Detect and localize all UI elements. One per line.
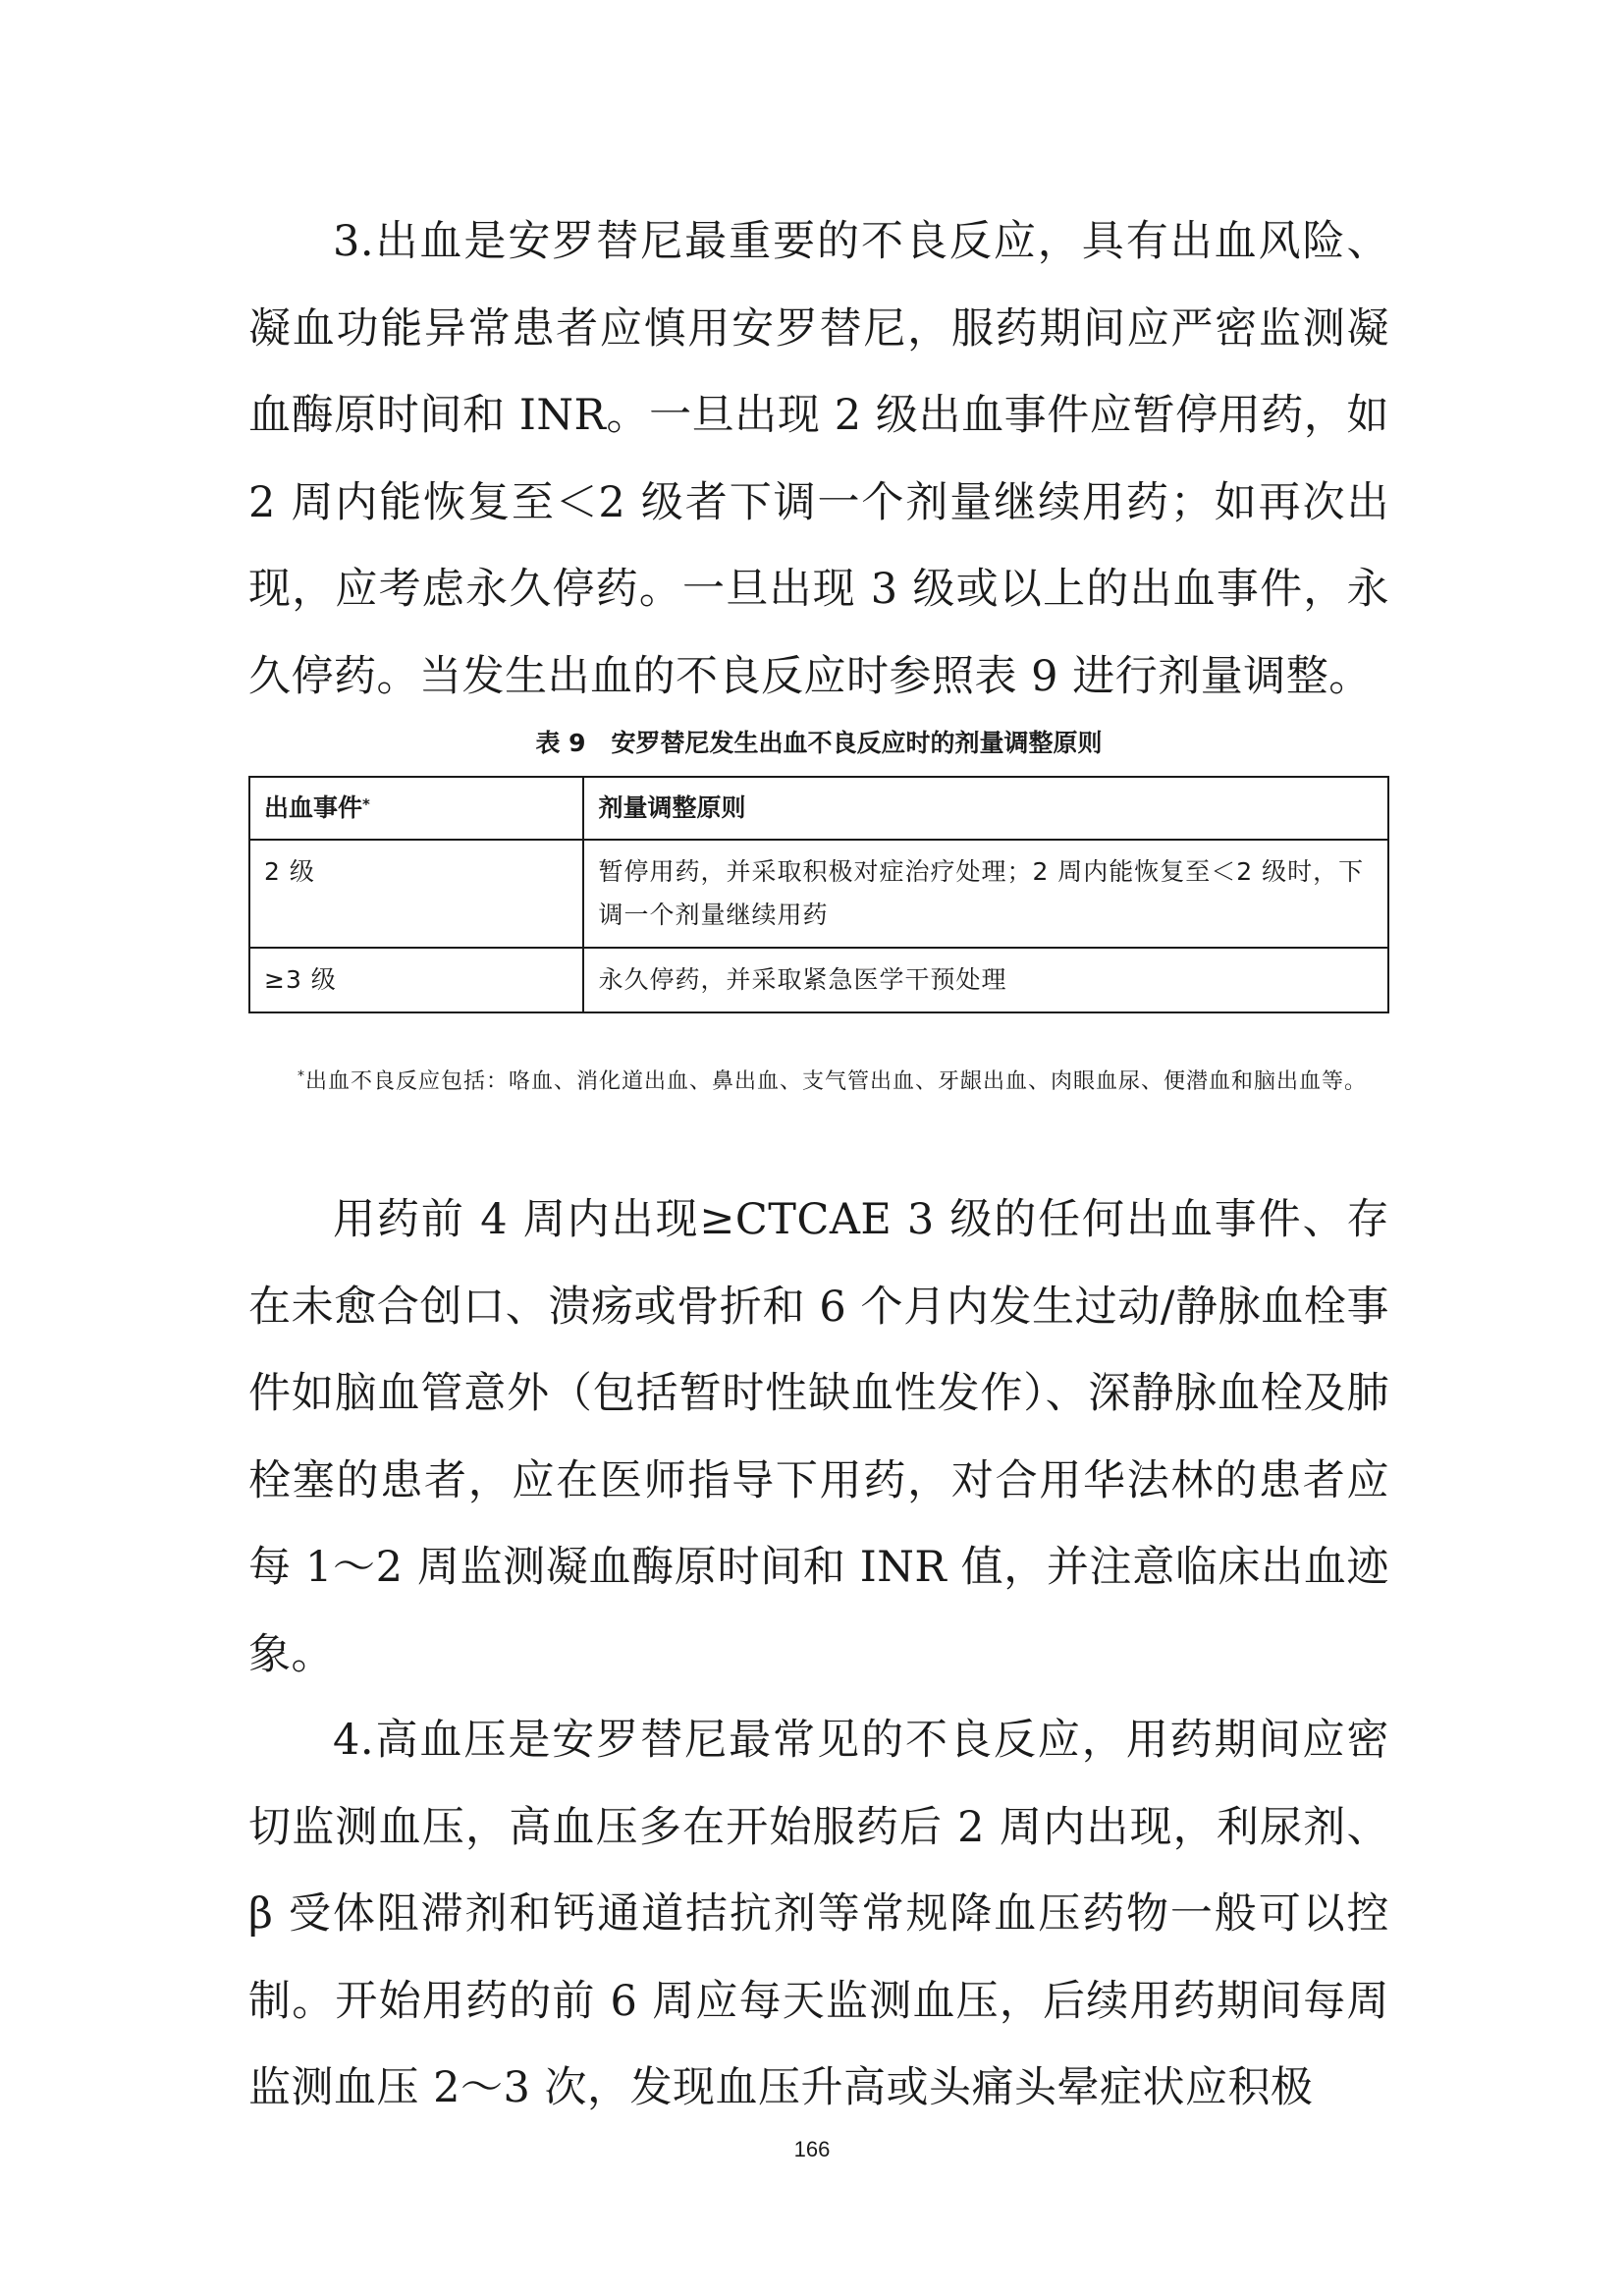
table-footnote [248, 1053, 1389, 1112]
table-caption-title: 安罗替尼发生出血不良反应时的剂量调整原则 [611, 729, 1103, 757]
table-header-principle: 剂量调整原则 [583, 777, 1388, 840]
table-header-event-label: 出血事件 [264, 793, 363, 822]
table-row [249, 948, 1388, 1012]
table-caption-number: 表 9 [535, 729, 586, 757]
table-row [249, 840, 1388, 948]
table-cell-event: ≥3 级 [249, 948, 583, 1012]
body-paragraph-contraindication: 用药前 4 周内出现≥CTCAE 3 级的任何出血事件、存在未愈合创口、溃疡或骨折和 6 个月内发生过动/静脉血栓事件如脑血管意外（包括暂时性缺血性发作）、深静脉血栓及肺栓塞的患者，应在医师指导下用药，对合用华法林的患者应每 1～2 周监测凝血酶原时间和 INR 值，并注意临床出血迹象。 [248, 1195, 1389, 1679]
table-header-footnote-mark: * [362, 795, 370, 813]
table-cell-principle: 永久停药，并采取紧急医学干预处理 [583, 948, 1388, 1012]
page-number: 166 [793, 2137, 831, 2161]
dose-adjustment-table [248, 776, 1389, 1013]
body-paragraph-bleeding: 3.出血是安罗替尼最重要的不良反应，具有出血风险、凝血功能异常患者应慎用安罗替尼，服药期间应严密监测凝血酶原时间和 INR。一旦出现 2 级出血事件应暂停用药，如 2 周内能恢复至＜2 级者下调一个剂量继续用药；如再次出现，应考虑永久停药。一旦出现 3 级或以上的出血事件，永久停药。当发生出血的不良反应时参照表 9 进行剂量调整。 [248, 217, 1389, 701]
table-header-row [249, 777, 1388, 840]
footnote-mark: * [298, 1068, 305, 1084]
body-paragraph-hypertension: 4.高血压是安罗替尼最常见的不良反应，用药期间应密切监测血压，高血压多在开始服药后 2 周内出现，利尿剂、β 受体阻滞剂和钙通道拮抗剂等常规降血压药物一般可以控制。开始用药的前 6 周应每天监测血压，后续用药期间每周监测血压 2～3 次，发现血压升高或头痛头晕症状应积极 [248, 1716, 1389, 2113]
table-caption [248, 724, 1389, 763]
footnote-text: 出血不良反应包括：咯血、消化道出血、鼻出血、支气管出血、牙龈出血、肉眼血尿、便潜血和脑出血等。 [305, 1069, 1368, 1094]
table-cell-principle: 暂停用药，并采取积极对症治疗处理；2 周内能恢复至＜2 级时，下调一个剂量继续用药 [583, 840, 1388, 948]
table-cell-event: 2 级 [249, 840, 583, 948]
table-header-event [249, 777, 583, 840]
